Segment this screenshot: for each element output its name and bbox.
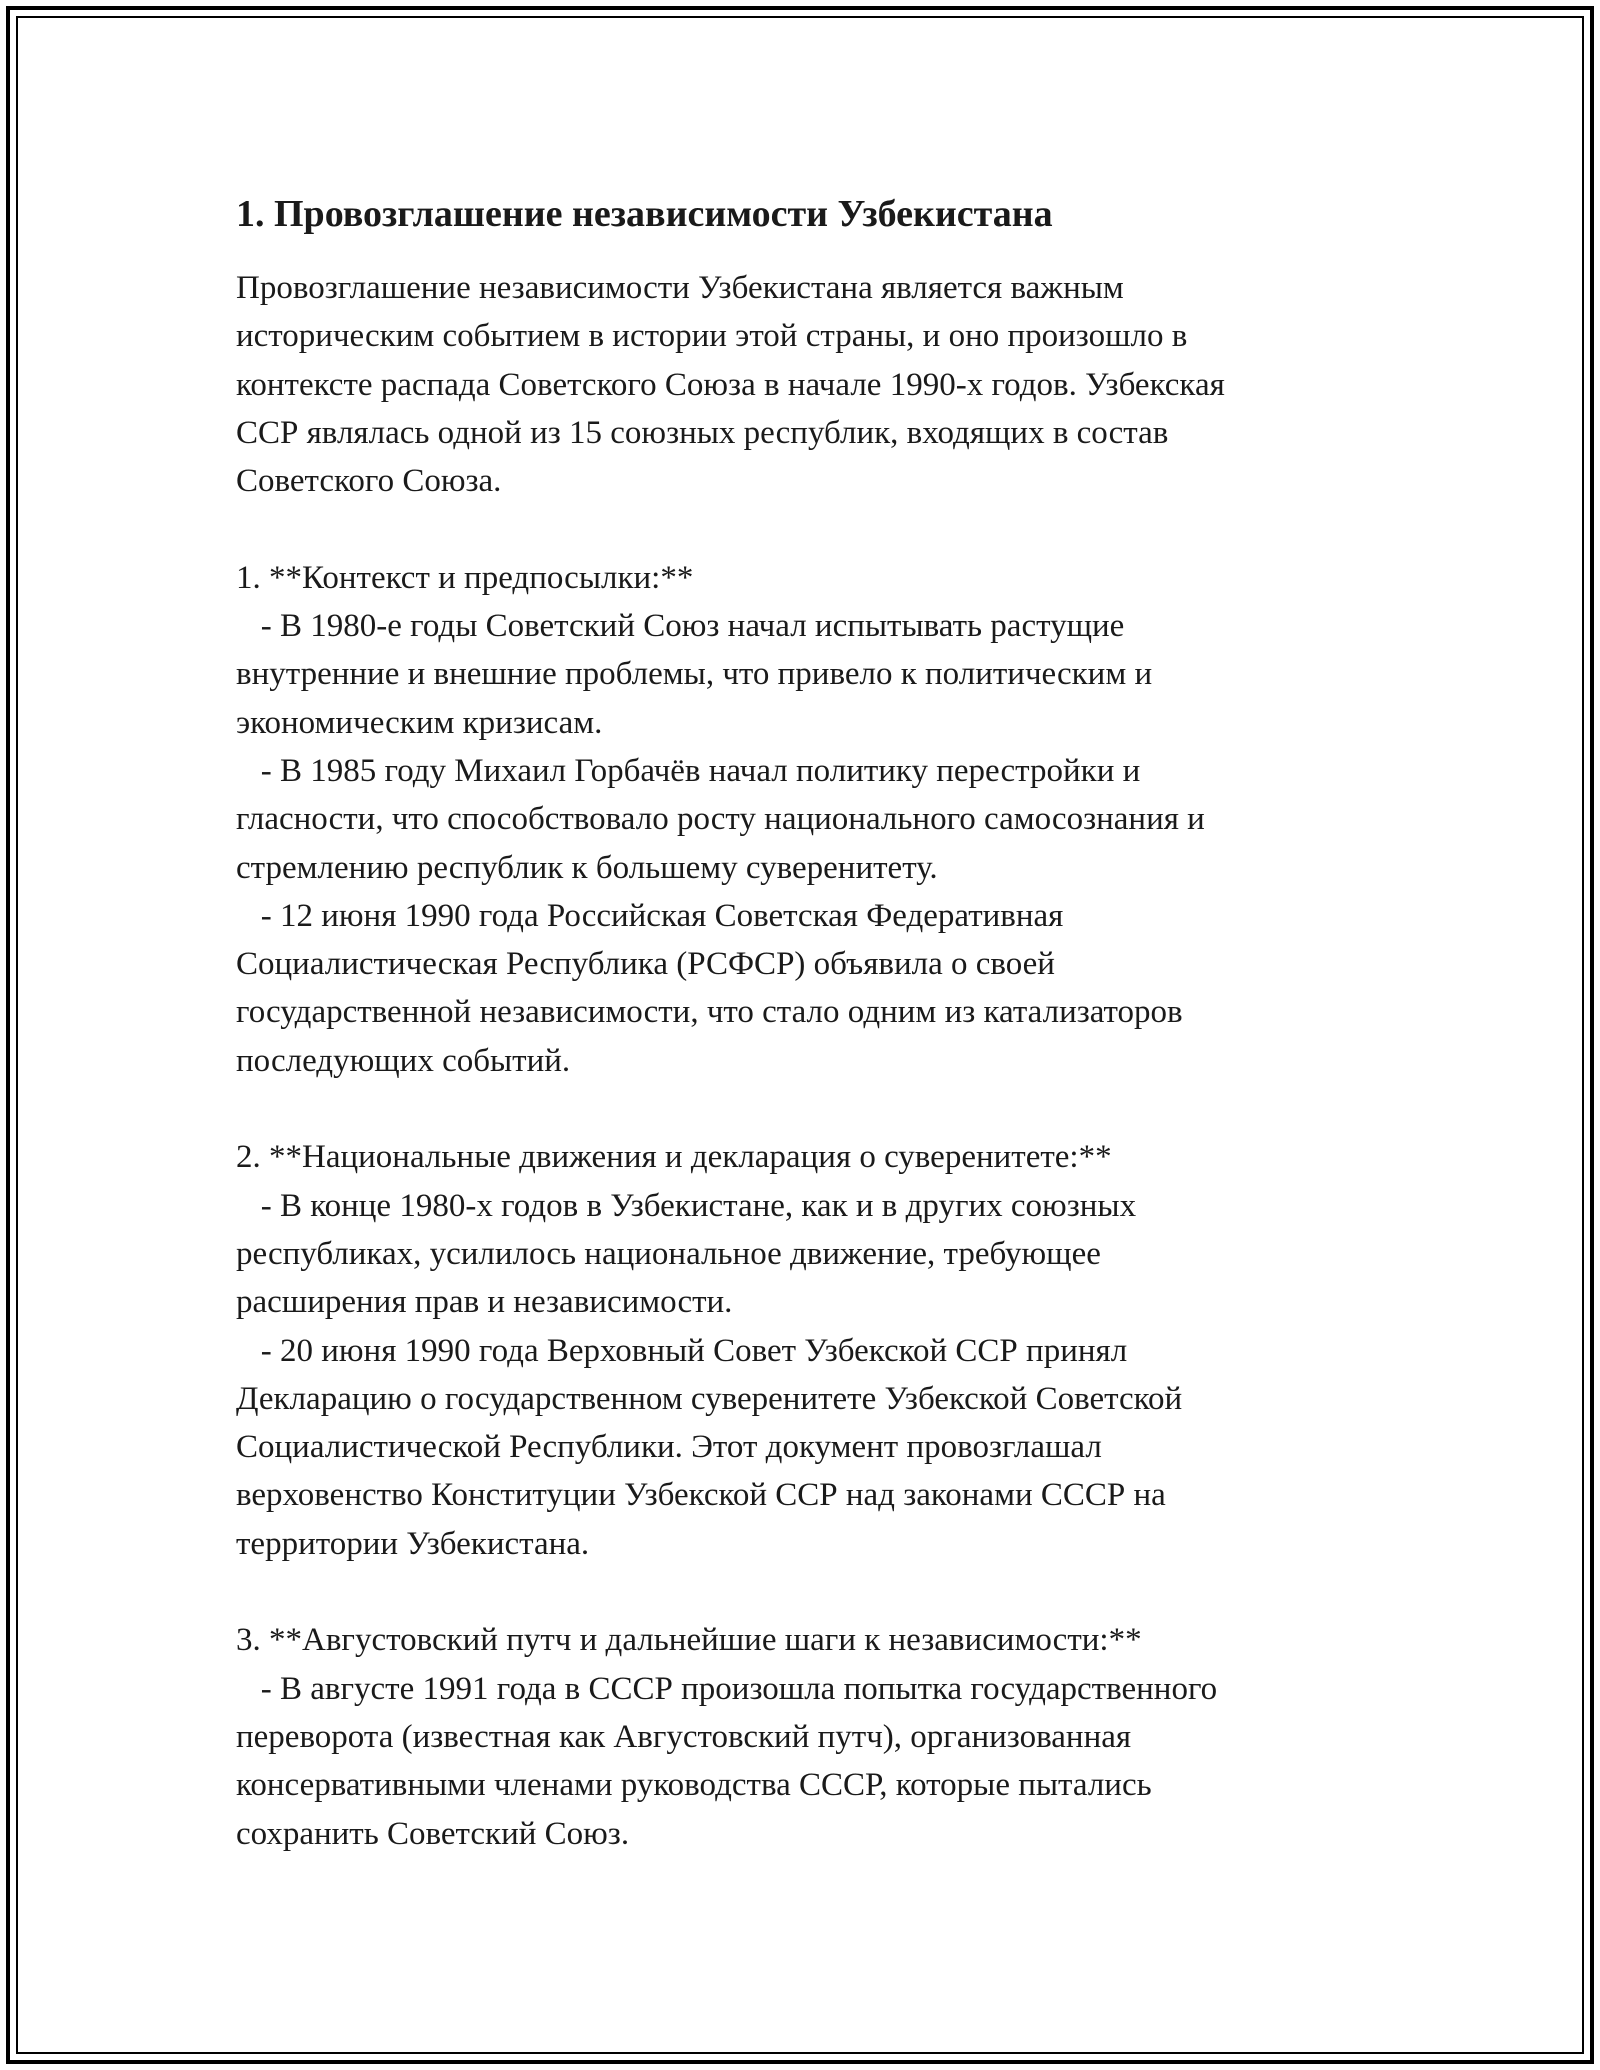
document-title: 1. Провозглашение независимости Узбекистана — [236, 193, 1053, 235]
section-heading: 3. **Августовский путч и дальнейшие шаги к независимости:** — [236, 1622, 1142, 1659]
section-line: - 12 июня 1990 года Российская Советская Федеративная — [236, 897, 1064, 934]
section-line: расширения прав и независимости. — [236, 1284, 733, 1321]
intro-line: Провозглашение независимости Узбекистана является важным — [236, 270, 1124, 306]
section-heading: 1. **Контекст и предпосылки:** — [236, 559, 694, 596]
section-august-putsch — [236, 1616, 1396, 1857]
section-line: государственной независимости, что стало одним из катализаторов — [236, 994, 1183, 1031]
section-line: последующих событий. — [236, 1042, 571, 1079]
section-line: - В августе 1991 года в СССР произошла попытка государственного — [236, 1670, 1218, 1707]
section-line: - В 1985 году Михаил Горбачёв начал политику перестройки и — [236, 752, 1141, 789]
section-context — [236, 554, 1396, 1085]
section-line: Социалистическая Республика (РСФСР) объявила о своей — [236, 946, 1055, 983]
paragraph-spacer — [236, 1085, 1396, 1133]
section-line: внутренние и внешние проблемы, что привело к политическим и — [236, 656, 1153, 693]
intro-paragraph — [236, 264, 1396, 505]
paragraph-spacer — [236, 1568, 1396, 1616]
section-line: территории Узбекистана. — [236, 1525, 590, 1562]
paragraph-spacer — [236, 505, 1396, 553]
section-line: консервативными членами руководства СССР, которые пытались — [236, 1767, 1152, 1804]
section-national-movements — [236, 1133, 1396, 1568]
intro-line: историческим событием в истории этой страны, и оно произошло в — [236, 318, 1188, 355]
section-heading: 2. **Национальные движения и декларация о суверенитете:** — [236, 1139, 1112, 1176]
section-line: - 20 июня 1990 года Верховный Совет Узбекской ССР принял — [236, 1332, 1128, 1369]
document-page — [236, 190, 1396, 1858]
section-line: переворота (известная как Августовский путч), организованная — [236, 1718, 1132, 1755]
intro-line: ССР являлась одной из 15 союзных республик, входящих в состав — [236, 414, 1169, 451]
section-line: Декларацию о государственном суверенитете Узбекской Советской — [236, 1380, 1183, 1417]
section-line: Социалистической Республики. Этот документ провозглашал — [236, 1429, 1102, 1466]
section-line: сохранить Советский Союз. — [236, 1815, 630, 1852]
intro-line: контексте распада Советского Союза в начале 1990-х годов. Узбекская — [236, 366, 1225, 403]
intro-line: Советского Союза. — [236, 463, 502, 500]
section-line: республиках, усилилось национальное движение, требующее — [236, 1235, 1101, 1272]
section-line: верховенство Конституции Узбекской ССР над законами СССР на — [236, 1477, 1166, 1514]
section-line: гласности, что способствовало росту национального самосознания и — [236, 801, 1205, 838]
section-line: - В конце 1980-х годов в Узбекистане, как и в других союзных — [236, 1187, 1137, 1224]
section-line: экономическим кризисам. — [236, 704, 603, 741]
section-line: - В 1980-е годы Советский Союз начал испытывать растущие — [236, 608, 1125, 645]
section-line: стремлению республик к большему суверенитету. — [236, 849, 938, 886]
